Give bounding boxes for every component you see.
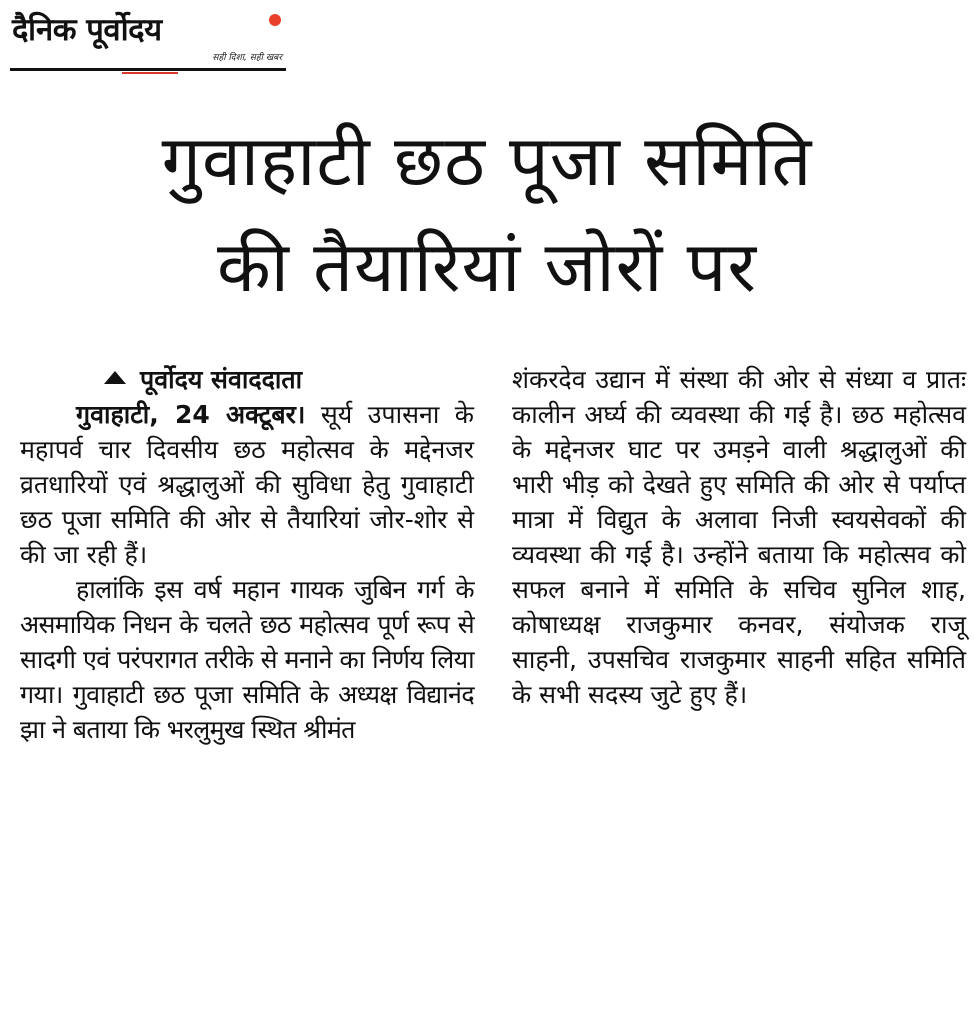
triangle-up-icon (104, 371, 126, 384)
article-headline (0, 108, 974, 320)
byline (20, 362, 474, 397)
article-column-right (512, 362, 966, 712)
article-paragraph-2 (20, 572, 474, 747)
headline-line-1: गुवाहाटी छठ पूजा समिति (161, 120, 813, 202)
paragraph-1-text: सूर्य उपासना के महापर्व चार दिवसीय छठ महोत्सव के मद्देनजर व्रतधारियों एवं श्रद्धालुओं की सुविधा हेतु गुवाहाटी छठ पूजा समिति की ओर से तैयारियां जोर-शोर से की जा रही हैं। (20, 400, 474, 569)
newspaper-tagline: सही दिशा, सही खबर (212, 53, 282, 63)
paragraph-3-text: शंकरदेव उद्यान में संस्था की ओर से संध्या व प्रातः कालीन अर्घ्य की व्यवस्था की गई है। छठ महोत्सव के मद्देनजर घाट पर उमड़ने वाली श्रद्धालुओं की भारी भीड़ को देखते हुए समिति की ओर से पर्याप्त मात्रा में विद्युत के अलावा निजी स्वयसेवकों की व्यवस्था की गई है। उन्होंने बताया कि महोत्सव को सफल बनाने में समिति के सचिव सुनिल शाह, कोषाध्यक्ष राजकुमार कनवर, संयोजक राजू साहनी, उपसचिव राजकुमार साहनी सहित समिति के सभी सदस्य जुटे हुए हैं। (512, 365, 966, 709)
article-paragraph-1 (20, 397, 474, 572)
headline-line-2: की तैयारियां जोरों पर (217, 226, 757, 308)
masthead-accent-rule (122, 72, 178, 74)
article-paragraph-3 (512, 362, 966, 712)
paragraph-2-text: हालांकि इस वर्ष महान गायक जुबिन गर्ग के असमायिक निधन के चलते छठ महोत्सव पूर्ण रूप से सादगी एवं परंपरागत तरीके से मनाने का निर्णय लिया गया। गुवाहाटी छठ पूजा समिति के अध्यक्ष विद्यानंद झा ने बताया कि भरलुमुख स्थित श्रीमंत (20, 575, 474, 744)
dateline: गुवाहाटी, 24 अक्टूबर। (76, 400, 306, 429)
newspaper-logo: दैनिक पूर्वोदय (12, 12, 162, 48)
article-column-left (20, 362, 474, 747)
byline-text: पूर्वोदय संवाददाता (140, 365, 303, 394)
logo-dot-icon (269, 14, 281, 26)
masthead-rule (10, 68, 286, 71)
masthead (10, 8, 286, 72)
